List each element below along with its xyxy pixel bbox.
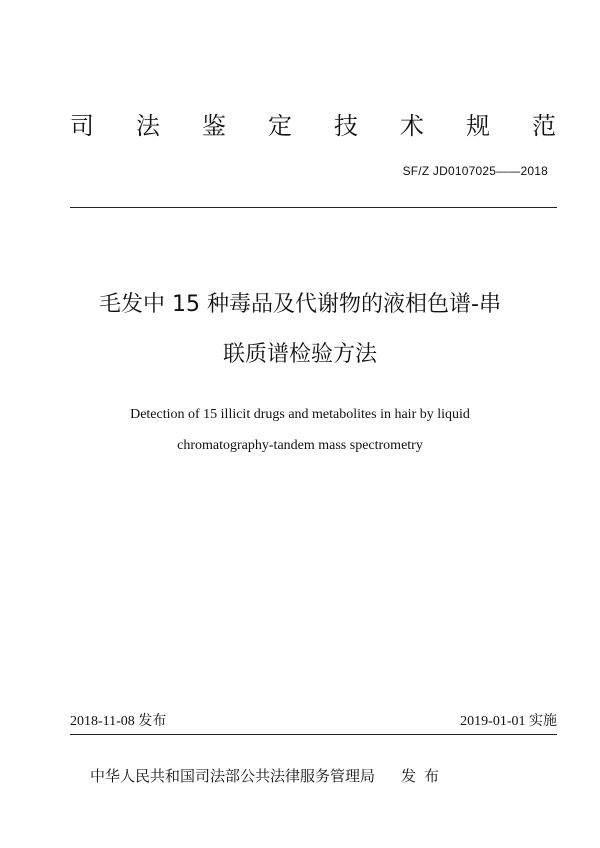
category-char: 技 bbox=[334, 112, 358, 140]
footer-divider bbox=[70, 734, 557, 735]
chinese-title-line-1: 毛发中 15 种毒品及代谢物的液相色谱-串 bbox=[99, 292, 501, 317]
publish-label: 发布 bbox=[401, 767, 448, 785]
publisher-name: 中华人民共和国司法部公共法律服务管理局 bbox=[90, 767, 376, 785]
document-category-title bbox=[70, 110, 556, 142]
issue-date: 2018-11-08 发布 bbox=[70, 714, 167, 729]
date-row bbox=[70, 713, 557, 731]
header-divider bbox=[70, 207, 557, 208]
chinese-title-line-2: 联质谱检验方法 bbox=[222, 342, 377, 367]
category-char: 鉴 bbox=[202, 112, 226, 140]
standard-number: SF/Z JD0107025——2018 bbox=[402, 164, 548, 178]
category-char: 定 bbox=[268, 112, 292, 140]
english-title-line-2: chromatography-tandem mass spectrometry bbox=[177, 438, 423, 453]
category-char: 法 bbox=[136, 112, 160, 140]
category-char: 术 bbox=[400, 112, 424, 140]
effective-date: 2019-01-01 实施 bbox=[460, 714, 557, 729]
publisher-line bbox=[90, 766, 447, 786]
english-title-line-1: Detection of 15 illicit drugs and metabolites in hair by liquid bbox=[130, 407, 470, 422]
category-char: 范 bbox=[532, 112, 556, 140]
category-char: 规 bbox=[466, 112, 490, 140]
category-char: 司 bbox=[70, 112, 94, 140]
